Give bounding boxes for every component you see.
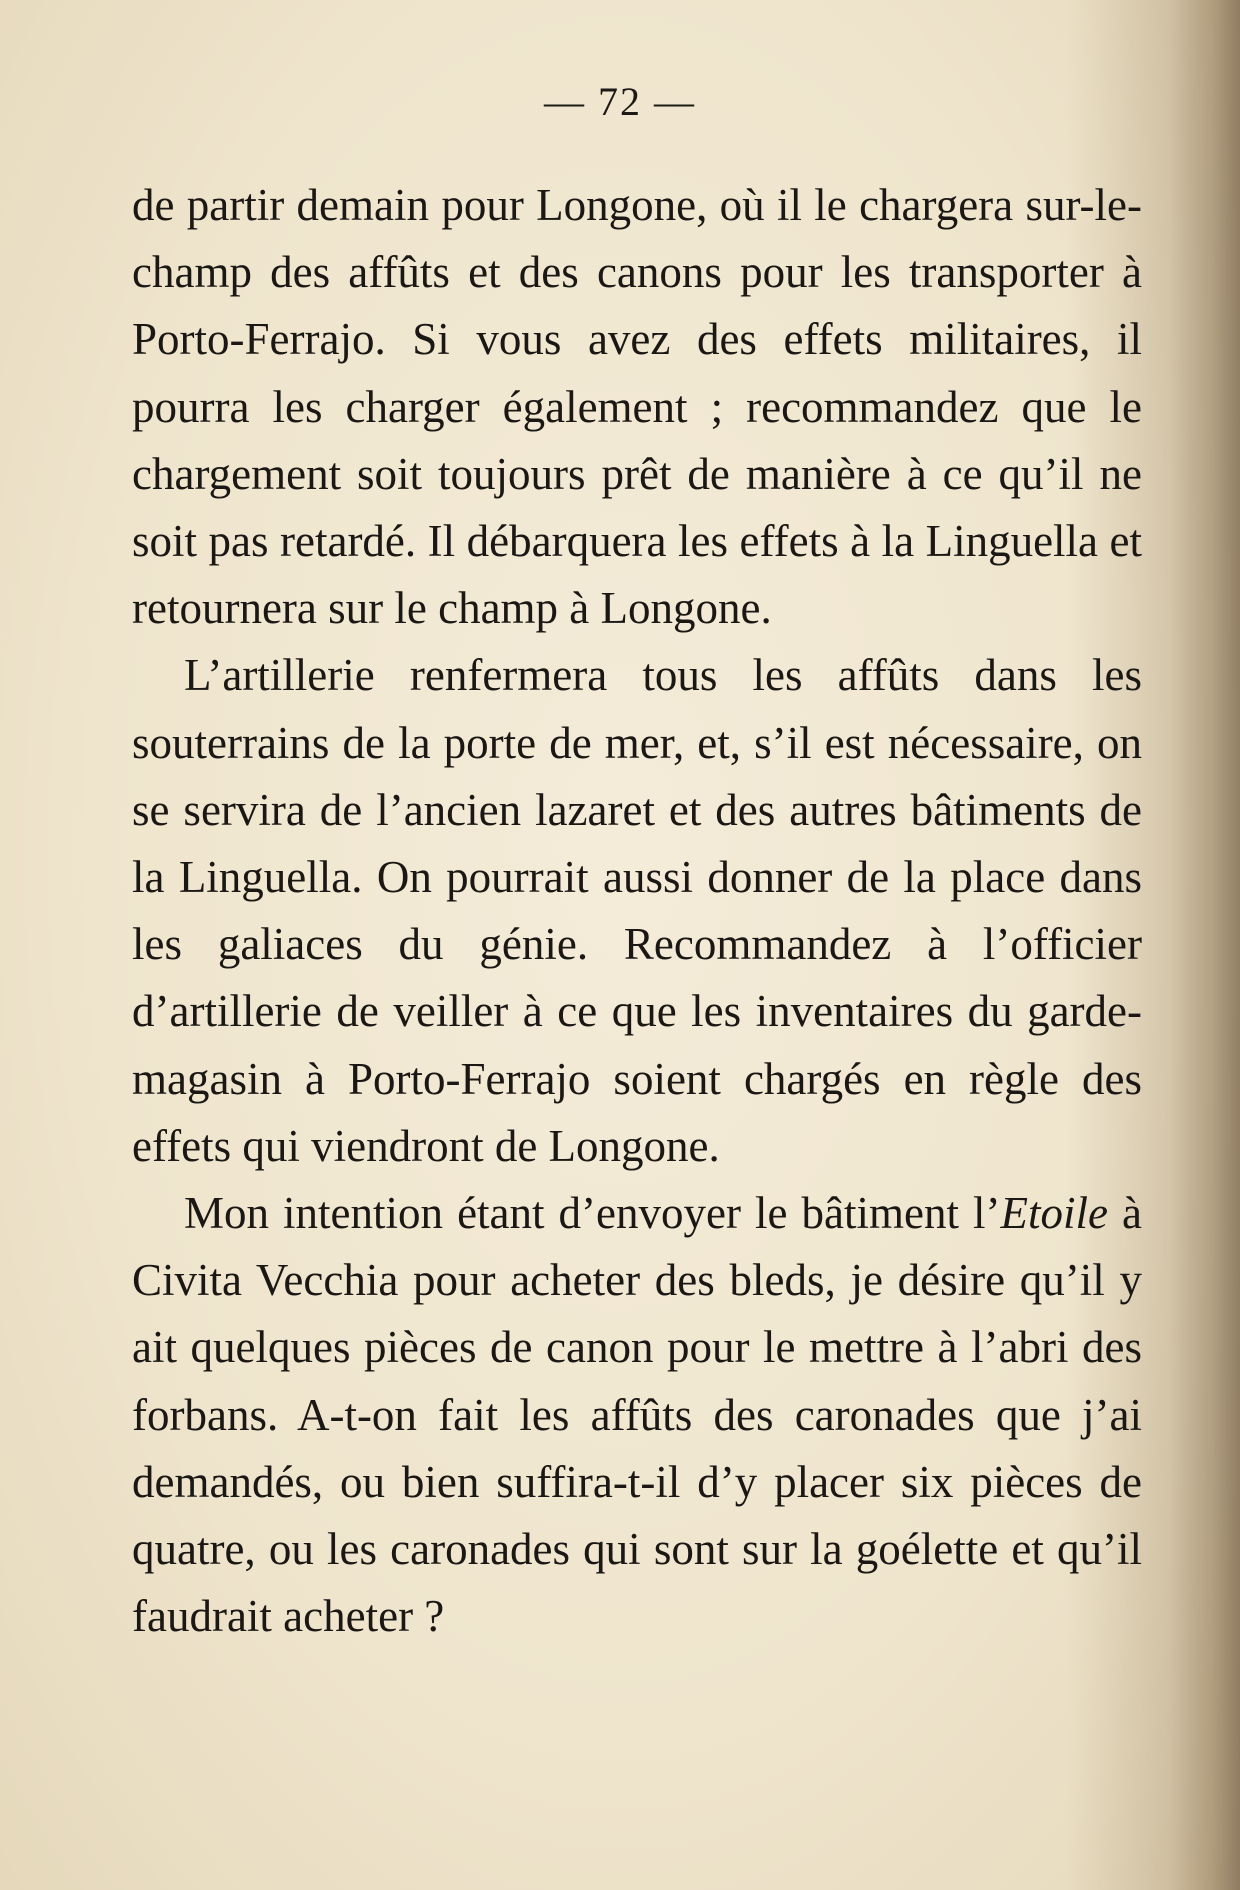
page-edge-shadow <box>1170 0 1240 1890</box>
paragraph-3-text-after: à Civita Vecchia pour acheter des bleds, je désire qu’il y ait quelques pièces de canon pour le mettre à l’abri des forbans. A-t-on fait les affûts des caronades que j’ai demandés, ou bien suffira-t-il d’y placer six pièces de quatre, ou les caronades qui sont sur la goélette et qu’il faudrait acheter ? <box>132 1188 1142 1642</box>
ship-name: Etoile <box>1000 1188 1108 1239</box>
page-number: — 72 — <box>544 79 696 124</box>
paragraph-3 <box>132 1180 1142 1650</box>
paragraph-3-text-before: Mon intention étant d’envoyer le bâtiment l’ <box>184 1188 1001 1239</box>
paragraph-1: de partir demain pour Longone, où il le chargera sur-le-champ des affûts et des canons pour les transporter à Porto-Ferrajo. Si vous avez des effets militaires, il pourra les charger également ; recommandez que le chargement soit toujours prêt de manière à ce qu’il ne soit pas retardé. Il débarquera les effets à la Linguella et retournera sur le champ à Longone. <box>132 180 1142 634</box>
body-text <box>132 172 1142 1650</box>
paragraph-2: L’artillerie renfermera tous les affûts dans les souterrains de la porte de mer, et, s’il est nécessaire, on se servira de l’ancien lazaret et des autres bâtiments de la Linguella. On pourrait aussi donner de la place dans les galiaces du génie. Recommandez à l’officier d’artillerie de veiller à ce que les inventaires du garde-magasin à Porto-Ferrajo soient chargés en règle des effets qui viendront de Longone. <box>132 650 1142 1171</box>
